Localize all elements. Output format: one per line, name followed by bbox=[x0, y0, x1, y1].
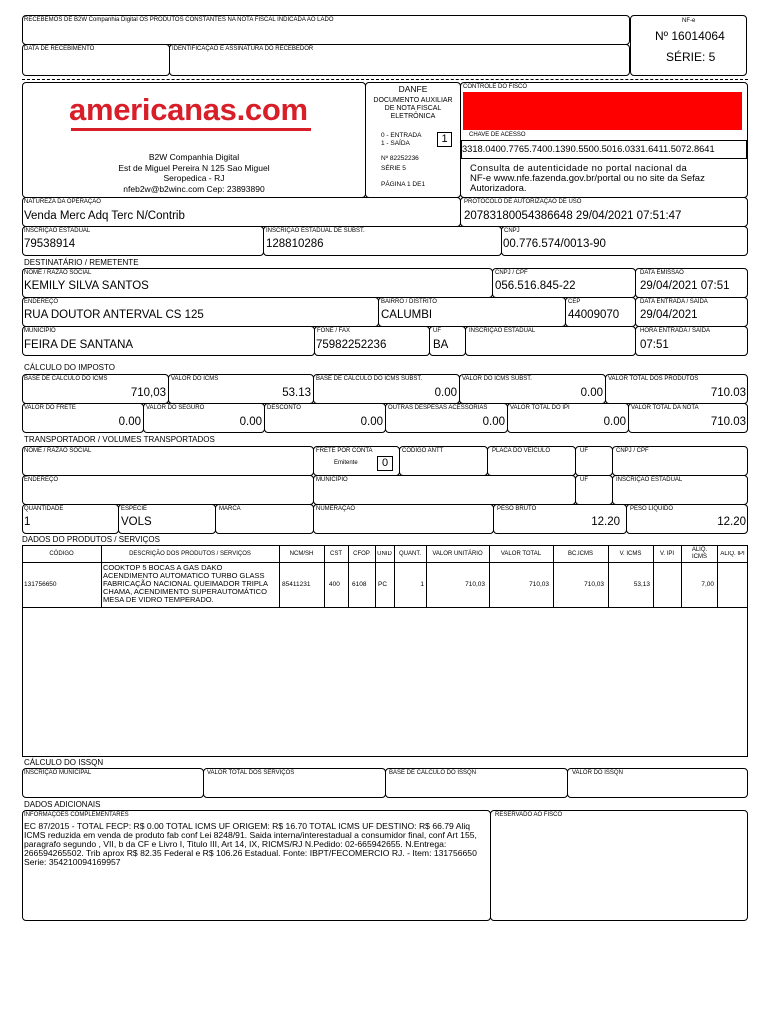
dest-municipio: FEIRA DE SANTANA bbox=[24, 339, 134, 351]
th-total: VALOR TOTAL bbox=[500, 551, 542, 557]
emitente-contato: nfeb2w@b2winc.com Cep: 23893890 bbox=[123, 184, 265, 194]
danfe-subtitle: DOCUMENTO AUXILIAR DE NOTA FISCAL ELETRÔNICA bbox=[373, 97, 453, 120]
th-aliq-ipi: ALIQ. IPI bbox=[720, 551, 745, 557]
cnpj-value: 00.776.574/0013-90 bbox=[503, 238, 606, 250]
danfe-saida: 1 - SAÍDA bbox=[381, 140, 410, 147]
issqn-im-label: INSCRIÇÃO MUNICIPAL bbox=[24, 770, 92, 776]
th-ncm: NCM/SH bbox=[289, 551, 314, 557]
transp-liquido: 12.20 bbox=[717, 516, 746, 528]
bc-icms-label: BASE DE CÁLCULO DO ICMS bbox=[24, 376, 108, 382]
natureza-value: Venda Merc Adq Terc N/Contrib bbox=[24, 210, 185, 222]
info-label: INFORMAÇÕES COMPLEMENTARES bbox=[24, 812, 129, 818]
nota-label: VALOR TOTAL DA NOTA bbox=[631, 405, 699, 411]
transp-qtd: 1 bbox=[24, 516, 31, 528]
dest-endereco-label: ENDEREÇO bbox=[24, 299, 59, 305]
reservado-label: RESERVADO AO FISCO bbox=[495, 812, 563, 818]
issqn-section: CÁLCULO DO ISSQN bbox=[24, 758, 104, 767]
bc-subst: 0.00 bbox=[434, 387, 457, 399]
protocolo-label: PROTOCOLO DE AUTORIZAÇÃO DE USO bbox=[464, 199, 582, 205]
danfe-pagina: PÁGINA 1 DE1 bbox=[381, 181, 426, 188]
destinatario-section: DESTINATÁRIO / REMETENTE bbox=[24, 258, 139, 267]
dest-fone-label: FONE / FAX bbox=[317, 328, 351, 334]
td-total: 710,03 bbox=[529, 581, 549, 588]
issqn-valor-label: VALOR DO ISSQN bbox=[572, 770, 623, 776]
canhoto-nfe-label: NF-e bbox=[682, 18, 696, 24]
td-descricao: COOKTOP 5 BOCAS A GAS DAKO ACENDIMENTO AUTOMATICO TURBO GLASS FABRICAÇÃO NACIONAL QUEIMADOR TRIPLA CHAMA, ACENDIMENTO SUPERAUTOMÁTICO MESA DE VIDRO TEMPERADO. bbox=[103, 563, 268, 604]
seguro-label: VALOR DO SEGURO bbox=[146, 405, 205, 411]
bc-subst-label: BASE DE CÁLCULO DO ICMS SUBST. bbox=[316, 376, 423, 382]
th-quant: QUANT. bbox=[398, 551, 421, 557]
transp-uf2-label: UF bbox=[580, 477, 588, 483]
info-text: EC 87/2015 - TOTAL FECP: R$ 0.00 TOTAL ICMS UF ORIGEM: R$ 16.70 TOTAL ICMS UF DESTINO: R$ 66.79 Aliq ICMS reduzida em venda de produto fab conf Lei 8248/91. Saida interna/interestadual a consumidor final, conf Art 155, paragrafo segundo , VII, b da CF e Livro I, Titulo III, Art 14, IX, RICMS/RJ N.Pedido: 02-665942655. N.Entrega: 266594265502. Trib aprox R$ 82.35 Federal e R$ 106.26 Estadual. Fonte: IBPT/FECOMERCIO RJ. - Item: 131756650 Serie: 354210094169957 bbox=[24, 821, 477, 868]
v-prod: 710.03 bbox=[710, 387, 746, 399]
bc-icms: 710,03 bbox=[130, 387, 166, 399]
dest-fone: 75982252236 bbox=[316, 339, 387, 351]
th-vipi: V. IPI bbox=[659, 551, 675, 557]
dest-cpf-label: CNPJ / CPF bbox=[495, 270, 528, 276]
transp-cnpj-label: CNPJ / CPF bbox=[616, 448, 649, 454]
transp-marca-label: MARCA bbox=[219, 506, 241, 512]
issqn-servicos-label: VALOR TOTAL DOS SERVIÇOS bbox=[207, 770, 295, 776]
th-descricao: DESCRIÇÃO DOS PRODUTOS / SERVIÇOS bbox=[129, 551, 251, 557]
td-aliq-icms: 7,00 bbox=[701, 581, 714, 588]
transportador-section: TRANSPORTADOR / VOLUMES TRANSPORTADOS bbox=[24, 435, 215, 444]
dest-bairro-label: BAIRRO / DISTRITO bbox=[381, 299, 437, 305]
dest-bairro: CALUMBI bbox=[381, 309, 433, 321]
transp-uf-label: UF bbox=[580, 448, 588, 454]
transp-municipio-label: MUNICÍPIO bbox=[316, 477, 348, 483]
consulta-line-1: Consulta de autenticidade no portal nacional da bbox=[470, 163, 688, 174]
ipi: 0.00 bbox=[603, 416, 626, 428]
ie-subst-label: INSCRIÇÃO ESTADUAL DE SUBST. bbox=[266, 228, 365, 234]
ie-value: 79538914 bbox=[24, 238, 76, 250]
desconto-label: DESCONTO bbox=[267, 405, 301, 411]
td-unid: PC bbox=[378, 581, 388, 588]
dest-nome-label: NOME / RAZÃO SOCIAL bbox=[24, 270, 92, 276]
transp-qtd-label: QUANTIDADE bbox=[24, 506, 64, 512]
ipi-label: VALOR TOTAL DO IPI bbox=[510, 405, 570, 411]
issqn-bc-label: BASE DE CÁLCULO DO ISSQN bbox=[389, 770, 477, 776]
dest-entrada: 29/04/2021 bbox=[640, 309, 698, 321]
transp-especie: VOLS bbox=[121, 516, 152, 528]
v-icms-label: VALOR DO ICMS bbox=[171, 376, 219, 382]
transp-endereco-box bbox=[22, 475, 314, 505]
danfe-title: DANFE bbox=[398, 84, 428, 94]
emitente-nome: B2W Companhia Digital bbox=[148, 152, 240, 162]
th-codigo: CÓDIGO bbox=[49, 551, 74, 557]
dest-municipio-label: MUNICÍPIO bbox=[24, 328, 56, 334]
transp-placa-label: PLACA DO VEÍCULO bbox=[492, 448, 551, 454]
chave-acesso: 3318.0400.7765.7400.1390.5500.5016.0331.6411.5072.8641 bbox=[462, 144, 715, 154]
transp-frete-label: FRETE POR CONTA bbox=[316, 448, 373, 454]
td-unit: 710,03 bbox=[465, 581, 485, 588]
v-icms: 53.13 bbox=[282, 387, 311, 399]
controle-fisco-redacted bbox=[463, 92, 742, 130]
canhoto-data-label: DATA DE RECEBIMENTO bbox=[24, 46, 95, 52]
canhoto-recebemos-text: RECEBEMOS DE B2W Companhia Digital OS PRODUTOS CONSTANTES NA NOTA FISCAL INDICADA AO LADO bbox=[24, 17, 334, 23]
controle-fisco-label: CONTROLE DO FISCO bbox=[463, 84, 528, 90]
th-unit: VALOR UNITÁRIO bbox=[432, 551, 483, 557]
emitente-cidade: Seropedica - RJ bbox=[163, 173, 225, 183]
transp-endereco-label: ENDEREÇO bbox=[24, 477, 59, 483]
transp-frete-sub: Emitente bbox=[334, 460, 358, 466]
dest-emissao-label: DATA EMISSÃO bbox=[640, 270, 684, 276]
ie-subst-value: 128810286 bbox=[266, 238, 324, 250]
dest-nome: KEMILY SILVA SANTOS bbox=[24, 280, 149, 292]
danfe-numero: Nº 82252236 bbox=[381, 155, 419, 162]
th-unid: UNID bbox=[377, 551, 392, 557]
consulta-line-3: Autorizadora. bbox=[470, 183, 527, 194]
transp-bruto-label: PESO BRUTO bbox=[497, 506, 537, 512]
v-prod-label: VALOR TOTAL DOS PRODUTOS bbox=[608, 376, 699, 382]
produtos-row-bottom bbox=[22, 607, 748, 608]
adicionais-section: DADOS ADICIONAIS bbox=[24, 800, 101, 809]
outras: 0.00 bbox=[482, 416, 505, 428]
transp-bruto: 12.20 bbox=[591, 516, 620, 528]
dest-uf: BA bbox=[433, 339, 449, 351]
col-sep bbox=[681, 545, 682, 607]
transp-ie-label: INSCRIÇÃO ESTADUAL bbox=[616, 477, 683, 483]
transp-frete-val: 0 bbox=[381, 457, 389, 469]
natureza-label: NATUREZA DA OPERAÇÃO bbox=[24, 199, 101, 205]
desconto: 0.00 bbox=[360, 416, 383, 428]
danfe-entrada: 0 - ENTRADA bbox=[381, 132, 422, 139]
dest-emissao: 29/04/2021 07:51 bbox=[640, 280, 730, 292]
canhoto-identificacao-label: IDENTIFICAÇÃO E ASSINATURA DO RECEBEDOR bbox=[172, 46, 314, 52]
dest-entrada-label: DATA ENTRADA / SAÍDA bbox=[640, 299, 708, 305]
produtos-section: DADOS DO PRODUTOS / SERVIÇOS bbox=[22, 535, 160, 544]
danfe-serie: SÉRIE 5 bbox=[381, 165, 406, 172]
td-cfop: 6108 bbox=[352, 581, 367, 588]
td-ncm: 85411231 bbox=[282, 581, 311, 588]
transp-numeracao-label: NUMERAÇÃO bbox=[316, 506, 356, 512]
td-vicms: 53,13 bbox=[633, 581, 650, 588]
ie-label: INSCRIÇÃO ESTADUAL bbox=[24, 228, 91, 234]
frete-label: VALOR DO FRETE bbox=[24, 405, 76, 411]
cnpj-label: CNPJ bbox=[504, 228, 520, 234]
dest-endereco: RUA DOUTOR ANTERVAL CS 125 bbox=[24, 309, 204, 321]
transp-municipio-box bbox=[313, 475, 576, 505]
v-subst: 0.00 bbox=[580, 387, 603, 399]
v-subst-label: VALOR DO ICMS SUBST. bbox=[462, 376, 532, 382]
seguro: 0.00 bbox=[239, 416, 262, 428]
th-vicms: V. ICMS bbox=[619, 551, 642, 557]
outras-label: OUTRAS DESPESAS ACESSÓRIAS bbox=[388, 405, 488, 411]
td-cst: 400 bbox=[329, 581, 340, 588]
canhoto-numero: Nº 16014064 bbox=[655, 29, 725, 43]
frete: 0.00 bbox=[118, 416, 141, 428]
dest-cep: 44009070 bbox=[568, 309, 620, 321]
canhoto-separator bbox=[22, 79, 748, 80]
transp-nome-label: NOME / RAZÃO SOCIAL bbox=[24, 448, 92, 454]
reservado-box bbox=[490, 810, 748, 921]
dest-hora: 07:51 bbox=[640, 339, 669, 351]
canhoto-serie: SÉRIE: 5 bbox=[666, 50, 716, 64]
dest-ie-label: INSCRIÇÃO ESTADUAL bbox=[469, 328, 536, 334]
consulta-line-2: NF-e www.nfe.fazenda.gov.br/portal ou no site da Sefaz bbox=[470, 173, 705, 184]
protocolo-value: 20783180054386648 29/04/2021 07:51:47 bbox=[464, 210, 682, 222]
transp-antt-label: CÓDIGO ANTT bbox=[402, 448, 444, 454]
dest-cpf: 056.516.845-22 bbox=[495, 280, 576, 292]
transp-liquido-label: PESO LÍQUIDO bbox=[630, 506, 674, 512]
th-cfop: CFOP bbox=[353, 551, 370, 557]
chave-label: CHAVE DE ACESSO bbox=[469, 132, 526, 138]
td-codigo: 131756650 bbox=[24, 581, 57, 588]
dest-cep-label: CEP bbox=[568, 299, 581, 305]
dest-uf-label: UF bbox=[433, 328, 441, 334]
dest-hora-label: HORA ENTRADA / SAÍDA bbox=[640, 328, 711, 334]
danfe-tipo: 1 bbox=[441, 133, 448, 145]
emitente-endereco: Est de Miguel Pereira N 125 Sao Miguel bbox=[118, 163, 270, 173]
nota: 710.03 bbox=[710, 416, 746, 428]
emitente-logo-underline bbox=[71, 128, 311, 131]
th-cst: CST bbox=[330, 551, 342, 557]
imposto-section: CÁLCULO DO IMPOSTO bbox=[24, 363, 115, 372]
th-aliq-icms: ALIQ. ICMS bbox=[691, 547, 708, 560]
td-bc: 710,03 bbox=[584, 581, 604, 588]
th-bc: BC.ICMS bbox=[567, 551, 593, 557]
transp-especie-label: ESPÉCIE bbox=[121, 506, 148, 512]
td-quant: 1 bbox=[420, 581, 424, 588]
emitente-logo: americanas.com bbox=[69, 92, 308, 127]
